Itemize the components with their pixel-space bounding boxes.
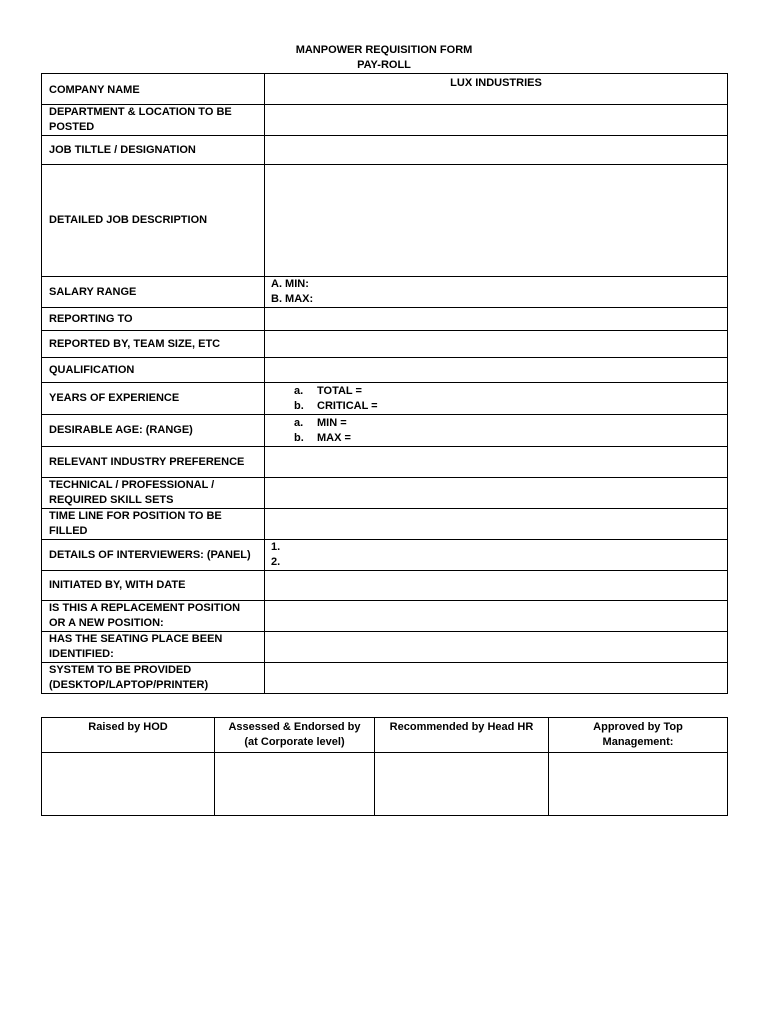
qualification-label: QUALIFICATION [42,358,265,383]
interviewer-2-label: 2. [271,556,281,568]
seating-label: HAS THE SEATING PLACE BEEN IDENTIFIED: [42,632,265,663]
interviewer-1-label: 1. [271,541,281,553]
salary-min-label: A. MIN: [271,278,309,290]
salary-max-label: B. MAX: [271,293,314,305]
table-row [42,540,728,571]
table-row [42,632,728,663]
approved-by-header: Approved by Top Management: [549,718,728,753]
skills-field[interactable] [265,478,728,509]
timeline-label: TIME LINE FOR POSITION TO BE FILLED [42,509,265,540]
table-row [42,447,728,478]
age-label: DESIRABLE AGE: (RANGE) [42,415,265,447]
company-name-label: COMPANY NAME [42,74,265,105]
table-row [42,478,728,509]
interviewers-label: DETAILS OF INTERVIEWERS: (PANEL) [42,540,265,571]
age-min-label: MIN = [317,416,347,429]
table-row [42,571,728,601]
raised-by-header: Raised by HOD [42,718,215,753]
department-label: DEPARTMENT & LOCATION TO BE POSTED [42,105,265,136]
table-row [42,105,728,136]
job-title-label: JOB TILTLE / DESIGNATION [42,136,265,165]
industry-label: RELEVANT INDUSTRY PREFERENCE [42,447,265,478]
reporting-to-field[interactable] [265,308,728,331]
assessed-by-signature-field[interactable] [215,753,375,816]
assessed-by-header: Assessed & Endorsed by (at Corporate level) [215,718,375,753]
job-description-field[interactable] [265,165,728,277]
list-marker: b. [294,399,304,412]
recommended-by-signature-field[interactable] [375,753,549,816]
table-row [42,74,728,105]
job-description-label: DETAILED JOB DESCRIPTION [42,165,265,277]
table-row [42,136,728,165]
form-subtitle: PAY-ROLL [357,59,411,71]
experience-critical-label: CRITICAL = [317,399,378,412]
replacement-field[interactable] [265,601,728,632]
approved-by-signature-field[interactable] [549,753,728,816]
table-row [42,663,728,694]
experience-total-label: TOTAL = [317,384,362,397]
table-row [42,331,728,358]
table-row [42,415,728,447]
interviewers-field[interactable] [265,540,728,571]
initiated-by-field[interactable] [265,571,728,601]
table-row [42,308,728,331]
list-marker: b. [294,431,304,444]
experience-label: YEARS OF EXPERIENCE [42,383,265,415]
replacement-label: IS THIS A REPLACEMENT POSITION OR A NEW POSITION: [42,601,265,632]
system-field[interactable] [265,663,728,694]
requisition-table [41,73,728,694]
form-title: MANPOWER REQUISITION FORM [295,44,473,56]
salary-range-field[interactable] [265,277,728,308]
table-row [42,277,728,308]
company-name-value[interactable]: LUX INDUSTRIES [265,74,728,105]
list-marker: a. [294,384,304,397]
seating-field[interactable] [265,632,728,663]
initiated-by-label: INITIATED BY, WITH DATE [42,571,265,601]
skills-label: TECHNICAL / PROFESSIONAL / REQUIRED SKILL SETS [42,478,265,509]
age-max-label: MAX = [317,431,351,444]
timeline-field[interactable] [265,509,728,540]
reported-by-label: REPORTED BY, TEAM SIZE, ETC [42,331,265,358]
reporting-to-label: REPORTING TO [42,308,265,331]
table-row [42,601,728,632]
list-marker: a. [294,416,304,429]
salary-range-label: SALARY RANGE [42,277,265,308]
system-label: SYSTEM TO BE PROVIDED (DESKTOP/LAPTOP/PRINTER) [42,663,265,694]
table-row [42,383,728,415]
department-field[interactable] [265,105,728,136]
signoff-signature-row [42,753,728,816]
job-title-field[interactable] [265,136,728,165]
age-field[interactable] [265,415,728,447]
table-row [42,509,728,540]
table-row [42,165,728,277]
industry-field[interactable] [265,447,728,478]
experience-field[interactable] [265,383,728,415]
raised-by-signature-field[interactable] [42,753,215,816]
table-row [42,358,728,383]
qualification-field[interactable] [265,358,728,383]
signoff-table [41,717,728,816]
recommended-by-header: Recommended by Head HR [375,718,549,753]
signoff-header-row [42,718,728,753]
reported-by-field[interactable] [265,331,728,358]
